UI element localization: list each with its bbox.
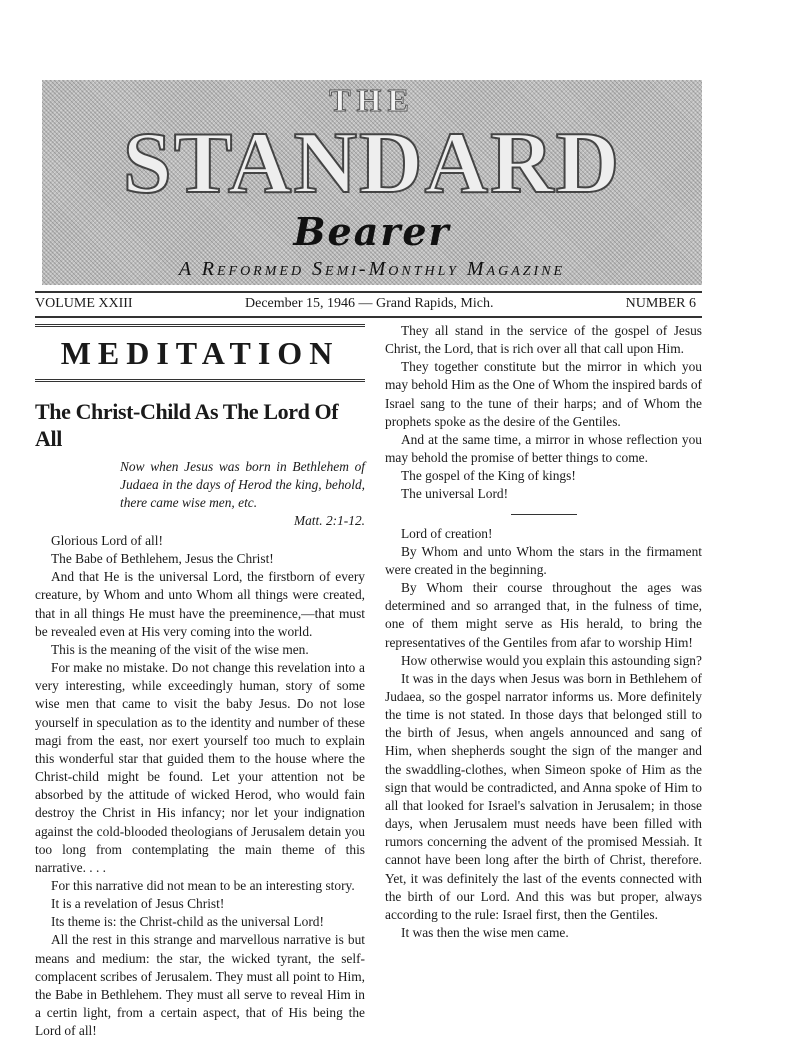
masthead-the: THE <box>329 82 415 118</box>
paragraph: For make no mistake. Do not change this revelation into a very interesting, while exceedingly human, story of some wise men that came to visit the baby Jesus. Do not lose yourself in speculation as to the identity and number of these magi from the east, nor exert yourself too much to explain this wonderful star that guided them to the house where the Christ-child might be found. Let your attention not be absorbed by the attitude of wicked Herod, who would fain destroy the Christ in His infancy; nor let your indignation against the cold-blooded theologians of Jerusalem detain you too long from contemplating the main theme of this narrative. . . . <box>35 660 365 875</box>
paragraph: Its theme is: the Christ-child as the universal Lord! <box>51 914 324 930</box>
paragraph: And that He is the universal Lord, the firstborn of every creature, by Whom and unto Whom all things were created, that in all things He must have the preeminence,—that must be revealed even at His very coming into the world. <box>35 569 365 639</box>
paragraph: The universal Lord! <box>401 486 509 502</box>
scripture-verse: Now when Jesus was born in Bethlehem of Judaea in the days of Herod the king, behold, there came wise men, etc. <box>120 459 365 510</box>
paragraph: By Whom their course throughout the ages was determined and so arranged that, in the fulness of time, one of them might serve as His herald, to bring the representatives of the Gentiles from afar to worship Him! <box>385 580 702 650</box>
paragraph: It was in the days when Jesus was born in Bethlehem of Judaea, so the gospel narrator informs us. More definitely the time is not stated. In those days that belonged still to the birth of Jesus, when angels announced and sang of Him, when shepherds sought the sign of the manger and the swaddling-clothes, when Simeon spoke of Him as the sign that would be contradicted, and Anna spoke of Him to all that looked for Israel's salvation in Jerusalem; in those days, when Jerusalem must needs have been filled with rumors concerning the advent of the promised Messiah. It cannot have been long after the birth of Christ, therefore. Yet, it was definitely the last of the events connected with the birth of our Lord. And this was but proper, always according to the rule: Israel first, then the Gentiles. <box>385 670 702 922</box>
divider <box>35 379 365 382</box>
paragraph: The Babe of Bethlehem, Jesus the Christ! <box>51 551 274 567</box>
paragraph: They all stand in the service of the gospel of Jesus Christ, the Lord, that is rich over all that call upon Him. <box>385 323 702 357</box>
issue-line <box>35 296 702 314</box>
masthead-tagline: A Reformed Semi-Monthly Magazine <box>178 258 566 280</box>
paragraph: It was then the wise men came. <box>401 925 569 940</box>
paragraph: All the rest in this strange and marvellous narrative is but means and medium: the star, the wicked tyrant, the self-complacent scribes of Jerusalem. They must all point to Him, the Babe in Bethlehem. They must all serve to reveal Him in a certin light, from a certain aspect, that of His being the Lord of all! <box>35 932 365 1039</box>
date-place: December 15, 1946 — Grand Rapids, Mich. <box>245 296 494 311</box>
paragraph: How otherwise would you explain this astounding sign? <box>401 652 702 668</box>
divider <box>35 316 702 318</box>
paragraph: For this narrative did not mean to be an interesting story. <box>51 877 355 893</box>
scripture-reference: Matt. 2:1-12. <box>293 513 365 528</box>
masthead <box>42 80 702 285</box>
paragraph: Lord of creation! <box>401 525 493 541</box>
masthead-standard: STANDARD <box>122 115 622 212</box>
section-separator <box>511 514 577 515</box>
divider <box>35 324 365 327</box>
paragraph: Glorious Lord of all! <box>51 533 163 548</box>
paragraph: This is the meaning of the visit of the wise men. <box>51 641 309 657</box>
section-heading: MEDITATION <box>60 335 340 371</box>
masthead-bearer: Bearer <box>293 209 451 254</box>
paragraph: By Whom and unto Whom the stars in the firmament were created in the beginning. <box>385 543 702 577</box>
issue-number: NUMBER 6 <box>625 296 696 311</box>
paragraph: They together constitute but the mirror in which you may behold Him as the One of Whom the inspired bards of Israel sang to the tune of their harps; and of Whom the prophets spoke as the desire of the Gentiles. <box>385 359 702 429</box>
paragraph: It is a revelation of Jesus Christ! <box>51 896 225 912</box>
paragraph: The gospel of the King of kings! <box>401 468 576 484</box>
article-title: The Christ-Child As The Lord Of All <box>35 399 339 451</box>
right-column <box>385 322 702 942</box>
paragraph: And at the same time, a mirror in whose reflection you may behold the promise of better things to come. <box>385 431 702 466</box>
divider <box>35 291 702 293</box>
volume: VOLUME XXIII <box>35 296 133 311</box>
left-column <box>35 324 365 1040</box>
